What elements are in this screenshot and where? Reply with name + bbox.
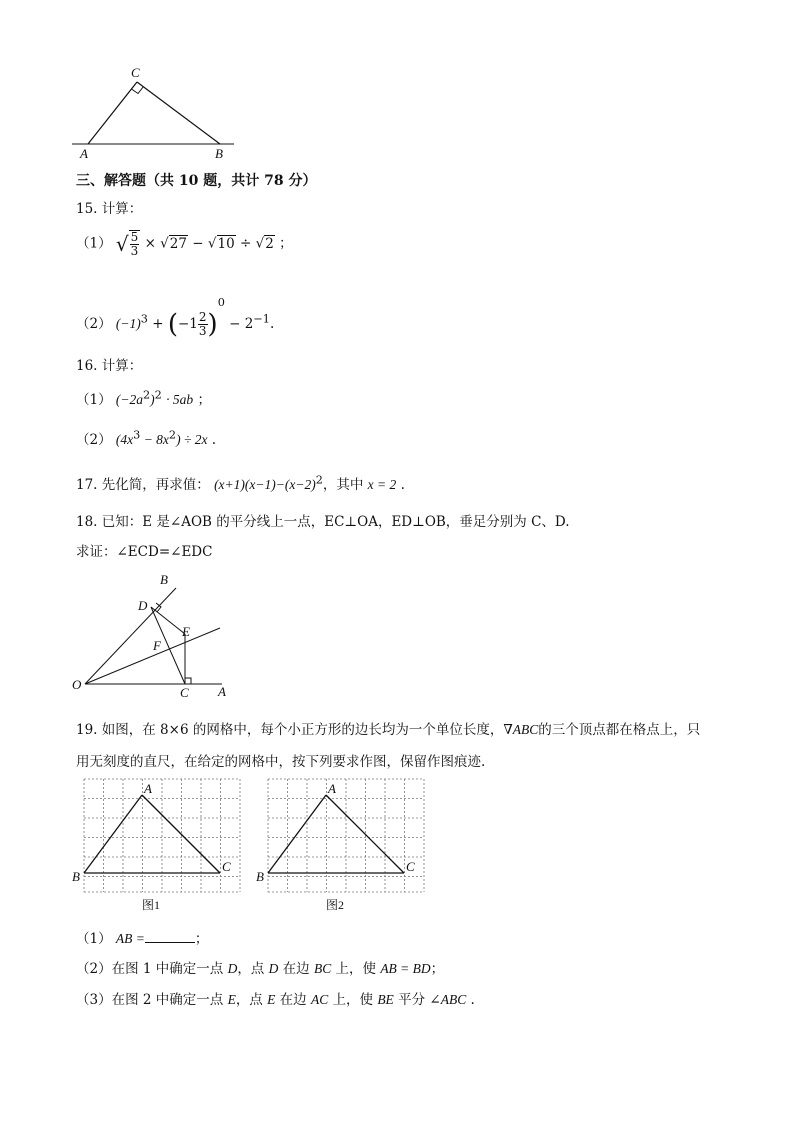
q16-p1-expr-c: · 5ab [166, 392, 194, 407]
q16-p1-end: ； [197, 392, 211, 408]
q18-label-e: E [182, 624, 190, 639]
q15-p1-div: ÷ [239, 235, 252, 252]
q19-p2-d2: D [268, 961, 279, 976]
q19-f1-label-a: A [144, 781, 152, 796]
top-label-a: A [80, 146, 88, 161]
q19-grid-figure-2 [254, 775, 430, 915]
q16-p2-end: . [211, 432, 217, 448]
q17-text-a: 17. 先化简，再求值： [76, 477, 210, 493]
q15-p2-b-den: 3 [198, 324, 207, 338]
q19-line2: 用无刻度的直尺，在给定的网格中，按下列要求作图，保留作图痕迹. [76, 754, 486, 770]
q16-part2 [76, 428, 216, 448]
q15-p1-den: 3 [130, 244, 139, 258]
q16-title: 16. 计算： [76, 358, 143, 374]
top-label-b: B [215, 146, 223, 161]
q19-p2-bc: BC [313, 961, 332, 976]
q15-p1-r27: 27 [169, 235, 187, 252]
q17-text-b: ，其中 [322, 477, 364, 493]
q19-p3-end: . [466, 992, 475, 1008]
q18-line2: 求证：∠ECD=∠EDC [76, 544, 213, 560]
q18-label-c: C [180, 685, 189, 700]
q19-f1-label-b: B [72, 869, 80, 884]
q19-p2-a: （2）在图 1 中确定一点 [76, 961, 228, 977]
q15-p1-minus: − [192, 235, 204, 252]
q15-p1-r10: 10 [217, 235, 235, 252]
q19-f2-label-c: C [406, 859, 415, 874]
q15-p2-a-exp: 3 [140, 312, 148, 326]
top-triangle-figure [60, 62, 250, 162]
q18-line1: 18. 已知：E 是∠AOB 的平分线上一点，EC⊥OA，ED⊥OB，垂足分别为 C、D. [76, 514, 570, 530]
q18-label-a: A [218, 684, 226, 699]
q17-line [76, 473, 405, 493]
q19-p3-abc: ABC [440, 992, 467, 1007]
q15-p2-c: − 2 [229, 316, 254, 332]
q18-label-f: F [153, 638, 161, 653]
q17-end: . [400, 477, 405, 493]
q16-part1 [76, 388, 211, 408]
q16-p2-exp-b: 2 [168, 428, 177, 442]
q15-p1-end: ； [279, 235, 293, 252]
q19-fig1-caption: 图1 [142, 898, 161, 912]
q16-p1-exp-b: 2 [154, 388, 162, 402]
q19-grid-figure-1 [70, 775, 246, 915]
q16-p2-expr-c: ) ÷ 2x [176, 432, 208, 447]
q19-p3-e2: E [267, 992, 276, 1007]
q19-line1-a: 19. 如图，在 8×6 的网格中，每个小正方形的边长均为一个单位长度， [76, 722, 504, 738]
q19-p1-blank[interactable] [145, 930, 195, 943]
q16-p1-label: （1） [76, 392, 112, 408]
q19-part3 [76, 988, 475, 1008]
q15-p2-plus: + [152, 316, 164, 332]
q19-p3-a: （3）在图 2 中确定一点 [76, 992, 228, 1008]
q16-p1-expr-b: ) [150, 392, 155, 407]
q19-p2-c: 在边 [278, 961, 314, 977]
q15-p2-c-exp: −1 [253, 312, 270, 326]
q16-p2-expr-a: (4x [115, 432, 134, 447]
q19-p3-e: E [227, 992, 236, 1007]
q19-part1 [76, 927, 208, 947]
q15-p1-times: × [144, 235, 156, 252]
q15-p2-end: . [269, 316, 275, 332]
q19-p3-be: BE [377, 992, 394, 1007]
q19-p2-end: ； [430, 961, 445, 977]
q16-p2-expr-b: − 8x [140, 432, 169, 447]
q19-p3-etext: 平分 ∠ [393, 992, 441, 1008]
q19-p2-b: ，点 [237, 961, 269, 977]
q18-label-d: D [138, 598, 148, 613]
q19-p1-end: ； [194, 931, 209, 947]
q15-p1-num: 5 [130, 230, 139, 244]
q19-p2-dtext: 上，使 [331, 961, 381, 977]
q19-p3-c: 在边 [275, 992, 311, 1008]
q16-p1-exp-a: 2 [143, 388, 151, 402]
q19-p3-ac: AC [310, 992, 329, 1007]
q19-line1-b: 的三个顶点都在格点上，只 [538, 722, 701, 738]
q17-expr: (x+1)(x−1)−(x−2) [214, 477, 316, 492]
q19-f1-label-c: C [222, 859, 231, 874]
top-label-c: C [131, 65, 140, 80]
q19-triangle: ∇ABC [503, 722, 539, 737]
q15-part1: （1） √ $\frac{5}{3}$ × √27 − √10 ÷ √2 ； [76, 230, 293, 258]
q15-p1-r2: 2 [265, 235, 274, 252]
q16-p2-label: （2） [76, 432, 112, 448]
q16-p1-expr-a: (−2a [115, 392, 143, 407]
q17-cond: x = 2 [367, 477, 397, 492]
q19-p2-eq: AB = BD [380, 961, 431, 976]
q15-part2: （2） $(-1)^3 + (-1$ $\frac{2}{3}$ )$^0 - 2^{-1}$. [76, 296, 275, 340]
q19-p2-d: D [227, 961, 238, 976]
q18-label-b: B [160, 572, 168, 587]
q15-title: 15. 计算： [76, 201, 143, 217]
q19-part2 [76, 957, 444, 977]
q16-p2-exp-a: 3 [133, 428, 141, 442]
q17-exp: 2 [315, 473, 323, 487]
q19-line1 [76, 718, 700, 738]
q19-p1-label: （1） [76, 931, 112, 947]
q15-p2-label: （2） [76, 316, 112, 332]
q15-p2-b-pre: −1 [177, 316, 198, 332]
section-heading: 三、解答题（共 10 题，共计 78 分） [76, 173, 317, 189]
q19-p3-b: ，点 [235, 992, 268, 1008]
q19-p3-d: 上，使 [328, 992, 378, 1008]
q15-p2-b-num: 2 [198, 310, 207, 324]
q19-fig2-caption: 图2 [326, 898, 345, 912]
q19-f2-label-a: A [328, 781, 336, 796]
q18-angle-figure [66, 570, 246, 700]
q19-p1-expr: AB = [115, 931, 145, 946]
q15-p2-a: (−1) [115, 316, 141, 331]
q19-f2-label-b: B [256, 869, 264, 884]
q15-p1-label: （1） [76, 235, 112, 252]
q18-label-o: O [72, 677, 82, 692]
q15-p2-b-exp: 0 [217, 296, 225, 309]
